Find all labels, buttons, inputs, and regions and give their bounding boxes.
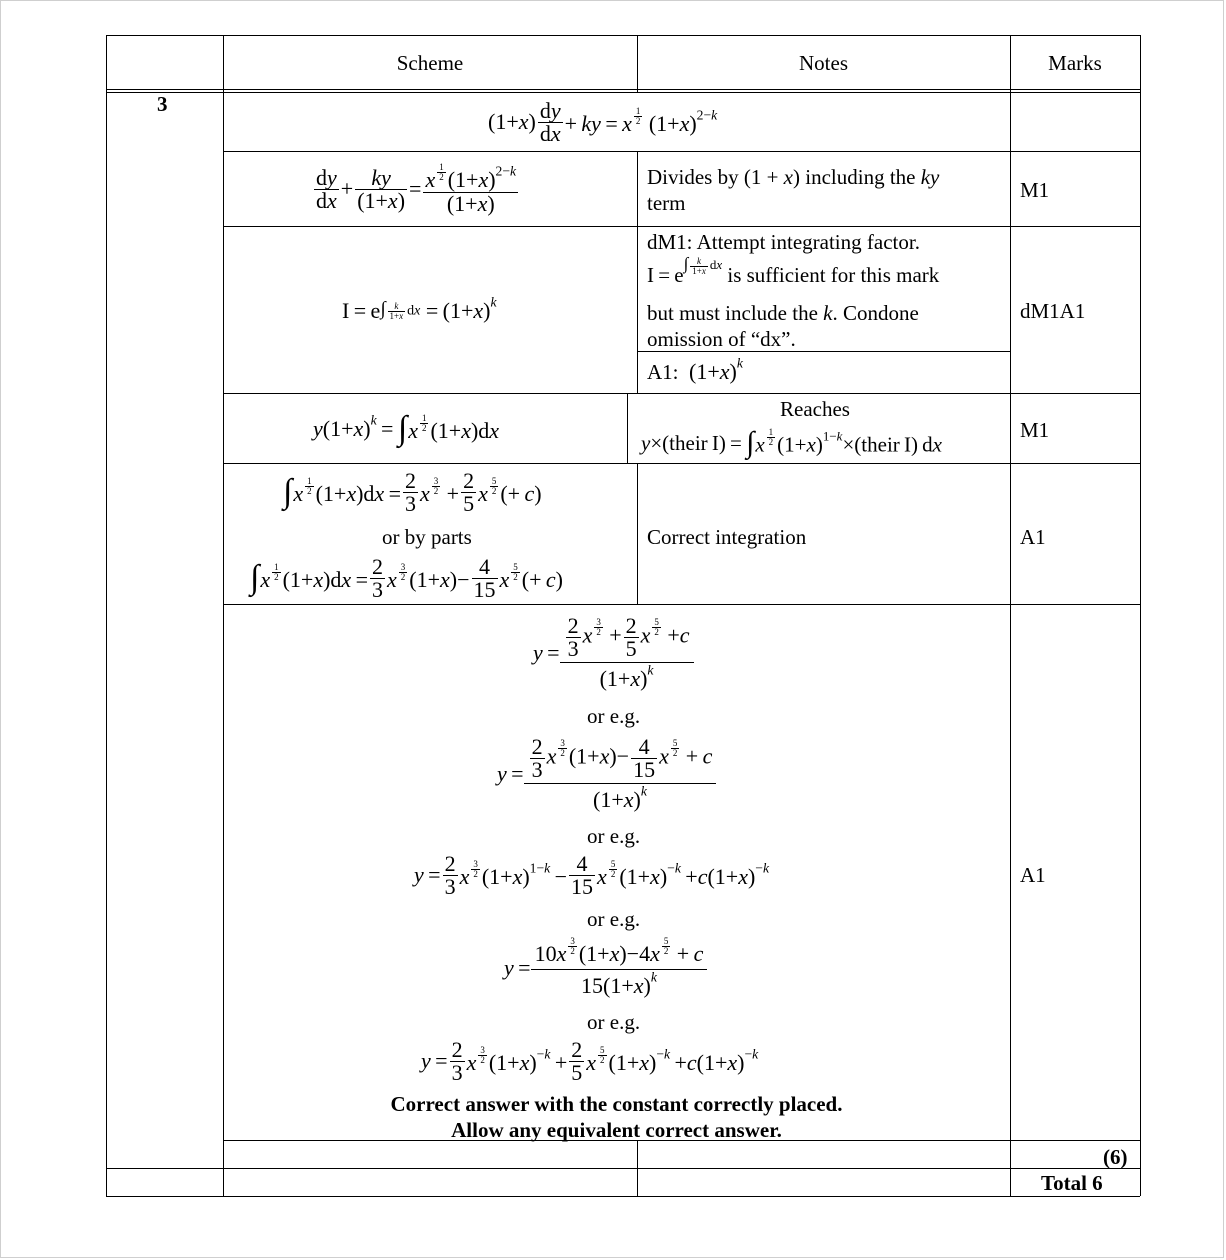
or-eg-2: or e.g. [587,824,641,848]
note-divides-line2: term [647,191,686,215]
note-text: A1: [647,360,679,384]
table-line [223,463,1140,464]
note-a1: A1: $(1+x)^k$ [647,355,743,384]
table-line [106,92,1140,93]
note-text: ) including the [793,165,921,189]
note-reaches-equation: y×(their I) = ∫ x $^{\frac{1}{2}}$ $(1+x)^{1-k}\times(their$ I) dx [641,426,942,459]
note-text: ky [920,165,940,189]
note-correct-integration: Correct integration [647,525,807,549]
answer-form-2: y = $\frac{2}{3}$ x $^{\frac{3}{2}}$ (1+x)− $\frac{4}{15}$ x $^{\frac{5}{2}}$ + c $(1+x)^k$ [497,730,716,818]
table-line [223,604,1140,605]
differential-equation: (1+x) $\frac{dy}{dx}$ + ky = x $^{\frac{1}{2}}$ $(1+x)^{2-k}$ [488,97,718,146]
note-text: k [823,301,833,325]
question-number: 3 [157,92,168,116]
table-line [637,351,1010,352]
or-eg-3: or e.g. [587,907,641,931]
note-text: but must include the [647,301,824,325]
table-line [106,1196,1140,1197]
mark-a1-b: A1 [1020,863,1046,887]
final-note-constant: Correct answer with the constant correctly placed. [390,1092,843,1116]
divided-equation: $\frac{dy}{dx}$ + $\frac{ky}{(1+x)}$ = x $^{\frac{1}{2}}$ $(1+x)^{2-k}$ (1+x) [316,162,517,216]
header-scheme: Scheme [396,51,464,75]
mark-dm1a1: dM1A1 [1020,299,1086,323]
integration-result: ∫ x $^{\frac{1}{2}}$ (1+x)dx = $\frac{2}{3}$ x $^{\frac{3}{2}}$ + $\frac{2}{5}$ x $^{\frac{5}{2}}$ (+ c) [283,467,542,516]
table-line [106,1168,1140,1169]
table-line [637,463,638,604]
table-line [106,35,107,1196]
mark-m1-b: M1 [1020,418,1050,442]
table-line [637,1140,638,1196]
or-by-parts: or by parts [382,525,472,549]
table-line [106,35,1140,36]
table-line [223,393,1140,394]
note-attempt-if: dM1: Attempt integrating factor. [647,230,920,254]
answer-form-4: y = 10x $^{\frac{3}{2}}$ (1+x)−4x $^{\frac{5}{2}}$ + c $15(1+x)^k$ [504,932,707,1004]
note-text: is sufficient for this mark [727,262,940,287]
table-line [627,393,628,463]
final-note-equivalent: Allow any equivalent correct answer. [451,1118,782,1142]
table-line [223,226,1140,227]
subtotal-marks: (6) [1103,1145,1128,1169]
table-line [223,35,224,1196]
total-marks: Total 6 [1041,1171,1103,1195]
answer-form-3: y = $\frac{2}{3}$ x $^{\frac{3}{2}}$ $(1+x)^{1-k}$ − $\frac{4}{15}$ x $^{\frac{5}{2}}$ $(1+x)^{-k} +c(1+x)^{-k}$ [414,850,770,899]
integration-by-parts: ∫ x $^{\frac{1}{2}}$ (1+x)dx = $\frac{2}{3}$ x $^{\frac{3}{2}}$ (1+x)− $\frac{4}{15}$ x $^{\frac{5}{2}}$ (+ c) [250,553,563,602]
table-line [1140,35,1141,1196]
table-line [637,151,638,393]
note-text: x [783,165,793,189]
note-divides [647,166,939,189]
answer-form-5: y = $\frac{2}{3}$ x $^{\frac{3}{2}}$ $(1+x)^{-k}$ + $\frac{2}{5}$ x $^{\frac{5}{2}}$ $(1+x)^{-k} +c(1+x)^{-k}$ [421,1036,759,1085]
mark-m1-a: M1 [1020,178,1050,202]
table-line [106,89,1140,90]
note-reaches: Reaches [780,397,850,421]
header-notes: Notes [799,51,848,75]
answer-form-1: y = $\frac{2}{3}$ x $^{\frac{3}{2}}$ + $\frac{2}{5}$ x $^{\frac{5}{2}}$ +c $(1+x)^k$ [533,610,694,696]
integrating-factor: I = e ∫ $\frac{k}{1+x}$ dx = $(1+x)^k$ [342,294,497,323]
table-line [1010,35,1011,1196]
or-eg-1: or e.g. [587,704,641,728]
or-eg-4: or e.g. [587,1010,641,1034]
note-condone: omission of “dx”. [647,327,796,351]
header-marks: Marks [1048,51,1102,75]
note-must-include [647,302,919,325]
note-text: . Condone [832,301,919,325]
note-if-sufficient: $I = e^{\int \frac{k}{1+x} dx}$ is sufficient for this mark [647,254,940,287]
note-text: Divides by (1 + [647,165,784,189]
mark-a1-a: A1 [1020,525,1046,549]
multiplied-equation: $y(1+x)^k$ = ∫ x $^{\frac{1}{2}}$ (1+x)dx [313,410,500,448]
table-line [223,151,1140,152]
